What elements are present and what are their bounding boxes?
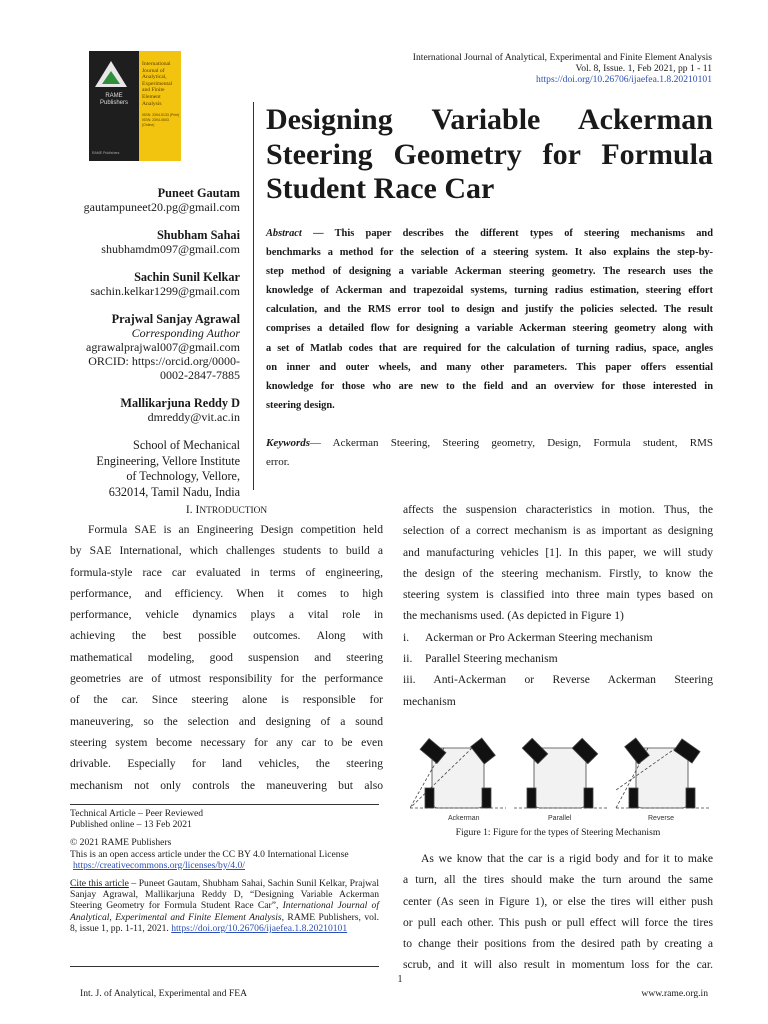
author-orcid[interactable]: 0002-2847-7885 bbox=[160, 368, 240, 382]
parallel-diagram bbox=[514, 738, 608, 808]
affiliation: School of Mechanical Engineering, Vellore Institute of Technology, Vellore, 632014, Tamil Nadu, India bbox=[96, 438, 240, 499]
author-role: Corresponding Author bbox=[131, 326, 240, 340]
figure-label: Reverse bbox=[648, 815, 675, 822]
keywords: Keywords— Ackerman Steering, Steering geometry, Design, Formula student, RMS error. bbox=[266, 437, 713, 468]
copyright: © 2021 RAME Publishers bbox=[70, 837, 172, 849]
author-email[interactable]: shubhamdm097@gmail.com bbox=[101, 242, 240, 256]
header-doi-link[interactable]: https://doi.org/10.26706/ijaefea.1.8.20210101 bbox=[536, 74, 712, 85]
footnote-divider bbox=[70, 804, 379, 805]
published-date: Published online – 13 Feb 2021 bbox=[70, 819, 192, 831]
author: Puneet Gautam gautampuneet20.pg@gmail.com bbox=[60, 186, 240, 214]
footnote-divider bbox=[70, 966, 379, 967]
journal-cover-image bbox=[89, 51, 181, 161]
article-type: Technical Article – Peer Reviewed bbox=[70, 808, 204, 819]
figure-label: Parallel bbox=[548, 815, 572, 822]
footer-website[interactable]: www.rame.org.in bbox=[641, 988, 708, 999]
author-email[interactable]: sachin.kelkar1299@gmail.com bbox=[90, 284, 240, 298]
section-heading-introduction: I. INTRODUCTION bbox=[185, 503, 268, 516]
license-text: This is an open access article under the CC BY 4.0 International License bbox=[70, 848, 349, 860]
author: Shubham Sahai shubhamdm097@gmail.com bbox=[60, 228, 240, 256]
footer-journal: Int. J. of Analytical, Experimental and FEA bbox=[80, 988, 248, 999]
intro-paragraph-continued: affects the suspension characteristics in motion. Thus, the selection of a correct mechanism is as important as designing and manufacturing vehicles [1]. In this paper, we will study the design of the steering mechanism. Firstly, to know the steering system is classified into three main types based on the mechanisms used. (As depicted in Figure 1) i. Ackerman or Pro Ackerman Steering mechanism ii. Parallel Steering mechanism iii. Anti-Ackerman or Reverse Ackerman Steering mechanism bbox=[403, 503, 713, 708]
author: Mallikarjuna Reddy D dmreddy@vit.ac.in bbox=[60, 396, 240, 424]
list-item: i. Ackerman or Pro Ackerman Steering mechanism bbox=[403, 630, 653, 644]
author-list bbox=[60, 186, 240, 500]
article-info-footnote bbox=[70, 808, 379, 941]
citation-doi-link[interactable]: https://doi.org/10.26706/ijaefea.1.8.20210101 bbox=[171, 922, 348, 934]
license-link[interactable]: https://creativecommons.org/licenses/by/4.0/ bbox=[73, 859, 245, 871]
body-paragraph: As we know that the car is a rigid body and for it to make a turn, all the tires should make the turn around the same center (As seen in Figure 1), or else the tires will either push or pull each other. This push or pull effect will force the tires to change their positions from the desired path by creating a scrub, and it will also result in momentum loss for the car. bbox=[403, 852, 713, 972]
abstract: Abstract — This paper describes the different types of steering mechanisms and benchmarks a method for the selection of a steering system. It also explains the step-by- step method of designing a variable Ackerman steering geometry. The research uses the knowledge of Ackerman and trapezoidal systems, turning radius estimation, steering effort calculation, and the RMS error tool to design and justify the policies selected. The result comprises a detailed flow for designing a variable Ackerman steering geometry along with a set of Matlab codes that are required for the calculation of turning radius, space, angles on inner and outer wheels, and many other parameters. This paper offers essential knowledge for those who are new to the field and an overview for those interested in steering design. bbox=[266, 228, 713, 411]
author-email[interactable]: agrawalprajwal007@gmail.com bbox=[86, 340, 240, 354]
figure-steering-mechanisms bbox=[410, 720, 710, 824]
author-email[interactable]: gautampuneet20.pg@gmail.com bbox=[83, 200, 240, 214]
figure-caption: Figure 1: Figure for the types of Steering Mechanism bbox=[455, 827, 661, 838]
cover-issn: ISSN: 2394-5133 (Print) ISSN: 2394-0603 (Online) bbox=[142, 113, 180, 127]
author-orcid[interactable]: ORCID: https://orcid.org/0000- bbox=[88, 354, 240, 368]
author: Sachin Sunil Kelkar sachin.kelkar1299@gmail.com bbox=[60, 270, 240, 298]
reverse-diagram bbox=[616, 738, 710, 808]
author: Prajwal Sanjay Agrawal Corresponding Author agrawalprajwal007@gmail.com ORCID: https://orcid.org/0000- 0002-2847-7885 bbox=[60, 312, 240, 382]
citation: Cite this article – Puneet Gautam, Shubham Sahai, Sachin Sunil Kelkar, Prajwal Sanjay Agrawal, Mallikarjuna Reddy D, “Designing Variable Ackerman Steering Geometry for Formula Student Race Car”, International Journal of Analytical, Experimental and Finite Element Analysis, RAME Publishers, vol. 8, issue 1, pp. 1-11, 2021. https://doi.org/10.26706/ijaefea.1.8.20210101 bbox=[70, 878, 379, 934]
header-journal: International Journal of Analytical, Experimental and Finite Element Analysis bbox=[412, 52, 712, 63]
page-number: 1 bbox=[397, 974, 403, 985]
cover-publisher: RAME Publishers bbox=[99, 93, 128, 106]
vertical-divider bbox=[253, 102, 254, 490]
author-email[interactable]: dmreddy@vit.ac.in bbox=[147, 410, 240, 424]
cover-journal-title: International Journal of Analytical, Experimental and Finite Element Analysis bbox=[142, 61, 173, 107]
paper-title: Designing Variable Ackerman Steering Geometry for Formula Student Race Car bbox=[266, 103, 713, 205]
header-volume: Vol. 8, Issue. 1, Feb 2021, pp 1 - 11 bbox=[575, 63, 712, 74]
ackerman-diagram bbox=[410, 738, 506, 808]
figure-label: Ackerman bbox=[448, 815, 480, 822]
cover-footer: RAME Publishers bbox=[92, 151, 120, 155]
intro-paragraph: Formula SAE is an Engineering Design competition held by SAE International, which challenges students to build a formula-style race car evaluated in terms of engineering, performance, and efficiency. When it comes to high performance, vehicle dynamics plays a vital role in achieving the best possible outcomes. Along with mathematical modeling, good suspension and steering geometries are of utmost responsibility for the performance of the car. Since steering alone is responsible for maneuvering, so the selection and designing of a sound steering system become necessary for any car to be even drivable. Especially for land vehicles, the steering mechanism not only controls the maneuvering but also bbox=[70, 523, 383, 792]
list-item: iii. Anti-Ackerman or Reverse Ackerman Steering bbox=[403, 673, 713, 687]
list-item: ii. Parallel Steering mechanism bbox=[403, 652, 558, 666]
